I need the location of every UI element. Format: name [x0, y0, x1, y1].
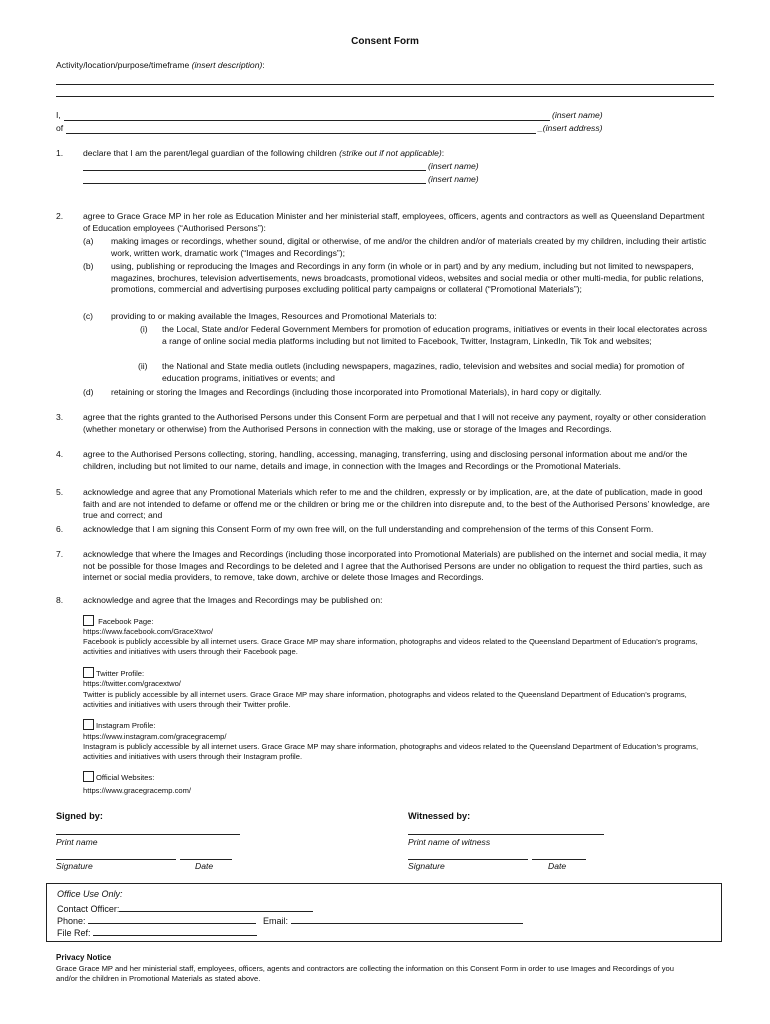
witness-signature-line[interactable] — [408, 849, 528, 860]
phone-line[interactable] — [88, 914, 256, 924]
twitter-option — [83, 667, 144, 679]
item-8-number: 8. — [56, 595, 64, 605]
websites-url[interactable]: https://www.gracegracemp.com/ — [83, 786, 192, 795]
witness-date-label: Date — [548, 861, 567, 871]
activity-field: Activity/location/purpose/timeframe (insert description): — [56, 60, 265, 70]
facebook-checkbox[interactable] — [83, 615, 94, 626]
privacy-notice-heading: Privacy Notice — [56, 953, 112, 962]
item-5-text: acknowledge and agree that any Promotional Materials which refer to me and the children, expressly or by implication, are, at the date of publication, made in good faith and are not intended to defame or offend me or the children or bring me or the children into disrepute and, to the best of the Authorised Persons’ knowledge, are true and correct; and — [83, 487, 710, 521]
child-name-hint-2: (insert name) — [428, 174, 479, 184]
witness-print-name-label: Print name of witness — [408, 837, 491, 847]
twitter-label: Twitter Profile: — [96, 669, 145, 678]
file-ref-field: File Ref: — [57, 926, 257, 940]
item-3-text: agree that the rights granted to the Authorised Persons under this Consent Form are perpetual and that I will not receive any payment, royalty or other consideration (whether monetary or otherwise) from the Authorised Persons in connection with the making, use or storage of the Images and Recordings. — [83, 412, 706, 434]
file-ref-line[interactable] — [93, 926, 257, 936]
item-2cii-text: the National and State media outlets (including newspapers, magazines, radio, television and websites and social media) for promotion of education programs, initiatives or events; and — [162, 361, 685, 383]
item-2-number: 2. — [56, 211, 64, 221]
item-2a-text: making images or recordings, whether sound, digital or otherwise, of me and/or the children and/or of materials created by my children, including their artistic work, written work, dramatic work (“Images and Recordings”); — [111, 236, 707, 258]
signer-name-line[interactable] — [56, 824, 240, 835]
item-7-number: 7. — [56, 549, 64, 559]
item-2a-label: (a) — [83, 236, 94, 246]
twitter-checkbox[interactable] — [83, 667, 94, 678]
contact-officer-line[interactable] — [119, 902, 313, 912]
item-1-number: 1. — [56, 148, 64, 158]
item-2b-label: (b) — [83, 261, 94, 271]
item-2c-text: providing to or making available the Images, Resources and Promotional Materials to: — [111, 311, 437, 321]
item-2ci-label: (i) — [140, 324, 148, 334]
witness-date-line[interactable] — [532, 849, 586, 860]
websites-option — [83, 771, 154, 783]
email-line[interactable] — [291, 914, 523, 924]
twitter-description: Twitter is publicly accessible by all internet users. Grace Grace MP may share information, photographs and videos related to the Queensland Department of Education’s programs, activities and initiatives with users through their Twitter profile. — [83, 690, 687, 710]
name-input-line[interactable] — [64, 110, 550, 121]
twitter-url[interactable]: https://twitter.com/gracextwo/ — [83, 679, 181, 688]
signed-by-heading: Signed by: — [56, 811, 103, 821]
instagram-label: Instagram Profile: — [96, 721, 156, 730]
contact-officer-field: Contact Officer: — [57, 902, 313, 916]
facebook-label: Facebook Page: — [98, 617, 154, 626]
signer-print-name-label: Print name — [56, 837, 98, 847]
witness-name-line[interactable] — [408, 824, 604, 835]
item-1-text: declare that I am the parent/legal guardian of the following children (strike out if not applicable): — [83, 148, 445, 158]
privacy-notice-text: Grace Grace MP and her ministerial staff, employees, officers, agents and contractors are collecting the information on this Consent Form in order to use Images and Recordings of you and/or the children in Promotional Materials as stated above. — [56, 964, 674, 984]
facebook-option — [83, 615, 153, 627]
signer-date-label: Date — [195, 861, 214, 871]
address-prefix: of — [56, 123, 64, 133]
item-6-text: acknowledge that I am signing this Consent Form of my own free will, on the full understanding and comprehension of the terms of this Consent Form. — [83, 524, 654, 534]
item-2d-label: (d) — [83, 387, 94, 397]
signer-signature-label: Signature — [56, 861, 93, 871]
email-field: Email: — [263, 914, 523, 928]
item-2ci-text: the Local, State and/or Federal Government Members for promotion of education programs, initiatives or events in their local electorates across a range of online social media platforms including but not limited to Facebook, Twitter, Instagram, LinkedIn, Tik Tok and websites; — [162, 324, 708, 346]
name-prefix: I, — [56, 110, 61, 120]
instagram-option — [83, 719, 156, 731]
item-8-text: acknowledge and agree that the Images and Recordings may be published on: — [83, 595, 383, 605]
instagram-url[interactable]: https://www.instagram.com/gracegracemp/ — [83, 732, 227, 741]
signer-date-line[interactable] — [180, 849, 232, 860]
instagram-checkbox[interactable] — [83, 719, 94, 730]
instagram-description: Instagram is publicly accessible by all internet users. Grace Grace MP may share information, photographs and videos related to the Queensland Department of Education’s programs, activities and initiatives with users through their Instagram profile. — [83, 742, 699, 762]
page-title: Consent Form — [351, 36, 419, 47]
witnessed-by-heading: Witnessed by: — [408, 811, 471, 821]
activity-line-1[interactable] — [56, 74, 714, 85]
signer-signature-line[interactable] — [56, 849, 176, 860]
item-2c-label: (c) — [83, 311, 94, 321]
item-4-number: 4. — [56, 449, 64, 459]
item-5-number: 5. — [56, 487, 64, 497]
phone-field: Phone: — [57, 914, 256, 928]
office-use-box — [46, 883, 722, 942]
name-hint: (insert name) — [552, 110, 603, 120]
item-2b-text: using, publishing or reproducing the Images and Recordings in any form (in whole or in part) and by any medium, including but not limited to newspapers, magazines, brochures, television advertisements, news broadcasts, promotional videos, websites and social media or other multi-media, for public relations, promotions, commercial and advertising purposes excluding political party campaigns or collateral (“Promotional Materials”); — [111, 261, 704, 295]
activity-label: Activity/location/purpose/timeframe — [56, 60, 192, 70]
child-name-line-2[interactable] — [83, 173, 426, 184]
item-2d-text: retaining or storing the Images and Recordings (including those incorporated into Promotional Materials), in hard copy or digitally. — [111, 387, 602, 397]
child-name-hint-1: (insert name) — [428, 161, 479, 171]
item-3-number: 3. — [56, 412, 64, 422]
address-hint: _(insert address) — [538, 123, 603, 133]
office-use-heading: Office Use Only: — [57, 889, 123, 899]
witness-signature-label: Signature — [408, 861, 445, 871]
child-name-line-1[interactable] — [83, 160, 426, 171]
activity-line-2[interactable] — [56, 86, 714, 97]
activity-hint: (insert description) — [191, 60, 263, 70]
item-2-text: agree to Grace Grace MP in her role as Education Minister and her ministerial staff, employees, officers, agents and contractors as well as Queensland Department of Education employees (“Authorised Persons”): — [83, 211, 705, 233]
websites-label: Official Websites: — [96, 773, 155, 782]
websites-checkbox[interactable] — [83, 771, 94, 782]
item-7-text: acknowledge that where the Images and Recordings (including those incorporated into Promotional Materials) are published on the internet and social media, it may not be possible for those Images and Recordings to be deleted and I agree that the Authorised Persons are under no obligation to request the third parties, such as internet or social media providers, to remove, take down, archive or delete those Images and Recordings. — [83, 549, 707, 583]
address-input-line[interactable] — [66, 123, 536, 134]
facebook-url[interactable]: https://www.facebook.com/GraceXtwo/ — [83, 627, 213, 636]
item-2cii-label: (ii) — [138, 361, 148, 371]
item-4-text: agree to the Authorised Persons collecting, storing, handling, accessing, managing, transferring, using and disclosing personal information about me and/or the children, including but not limited to our name, details and image, in connection with the Images and Recordings or the Promotional Materials. — [83, 449, 688, 471]
facebook-description: Facebook is publicly accessible by all internet users. Grace Grace MP may share information, photographs and videos related to the Queensland Department of Education’s programs, activities and initiatives with users through their Facebook page. — [83, 637, 698, 657]
item-6-number: 6. — [56, 524, 64, 534]
